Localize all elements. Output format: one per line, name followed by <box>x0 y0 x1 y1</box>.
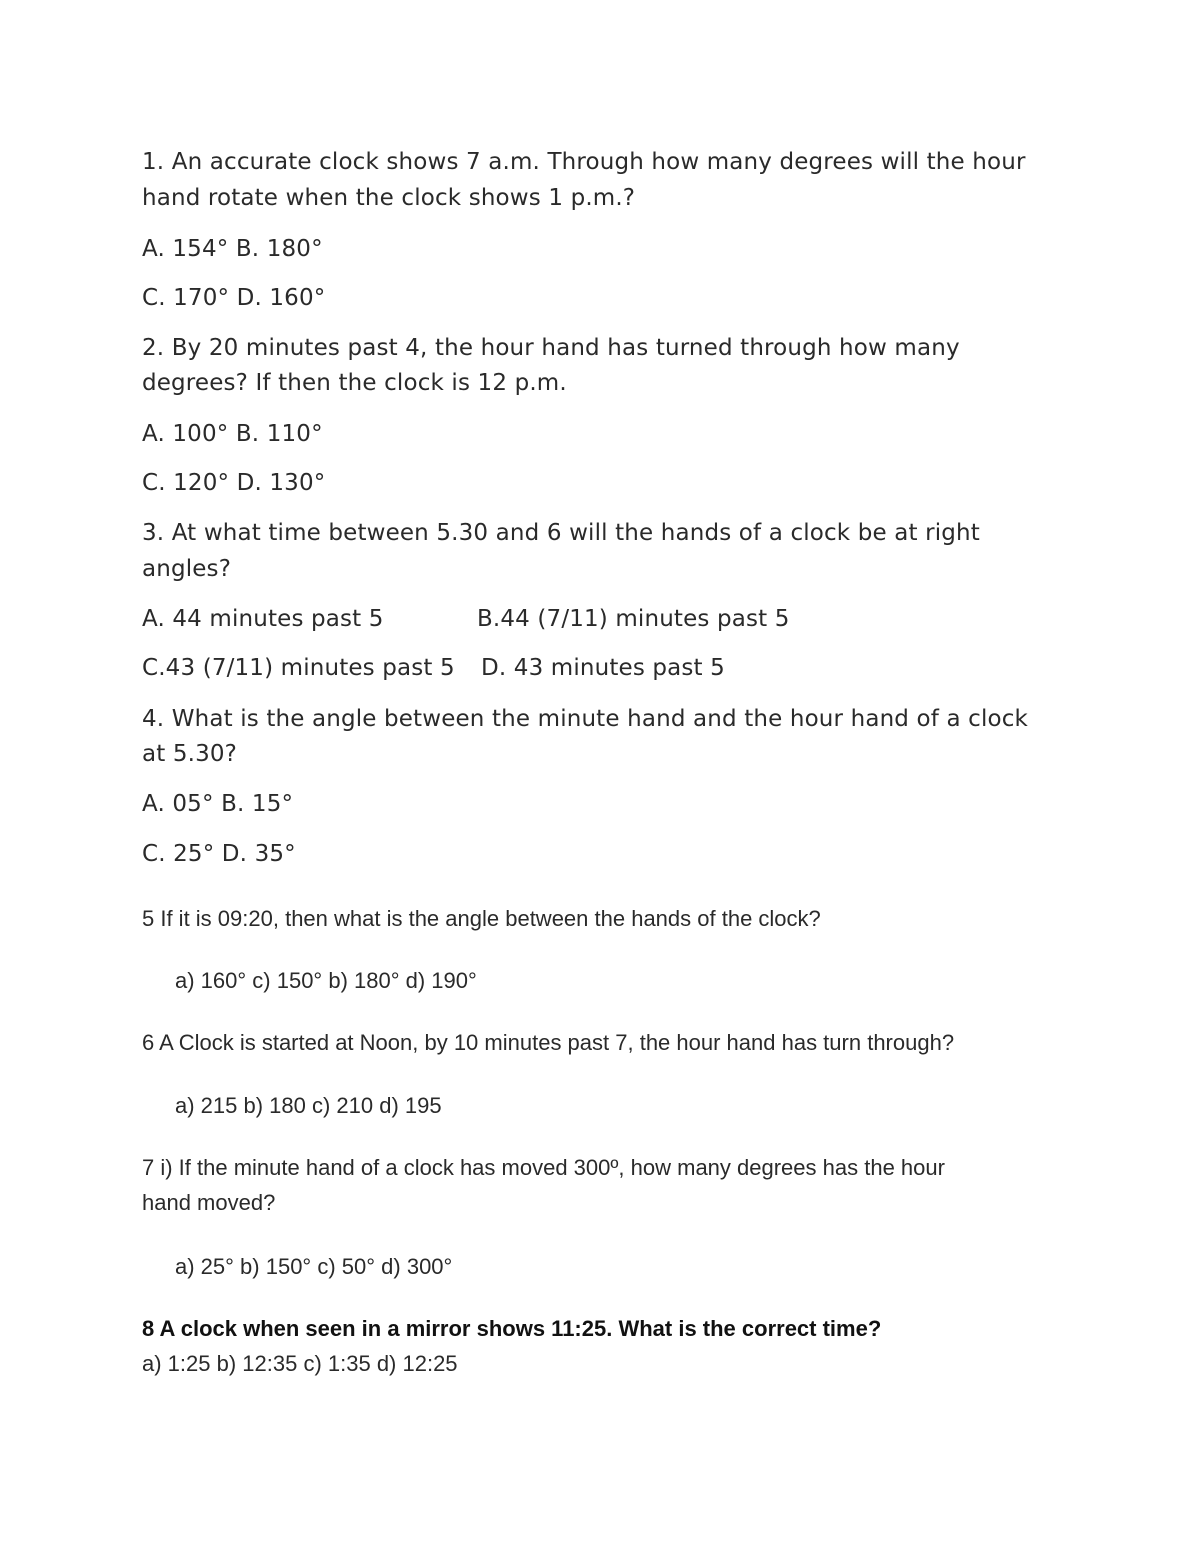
question-3-line-1: 3. At what time between 5.30 and 6 will the hands of a clock be at right <box>142 520 980 546</box>
question-6-line-1: 6 A Clock is started at Noon, by 10 minutes past 7, the hour hand has turn through? <box>142 1030 955 1055</box>
question-2-options-row-2: C. 120° D. 130° <box>142 470 326 496</box>
question-2-options-row-1: A. 100° B. 110° <box>142 421 323 447</box>
question-1-options-row-2: C. 170° D. 160° <box>142 285 326 311</box>
question-8-options: a) 1:25 b) 12:35 c) 1:35 d) 12:25 <box>142 1351 458 1376</box>
question-3-option-d: D. 43 minutes past 5 <box>481 655 725 681</box>
question-7-line-2: hand moved? <box>142 1190 276 1215</box>
question-8-line-1: 8 A clock when seen in a mirror shows 11:25. What is the correct time? <box>142 1316 882 1341</box>
question-4-line-1: 4. What is the angle between the minute hand and the hour hand of a clock <box>142 706 1028 732</box>
question-1-line-1: 1. An accurate clock shows 7 a.m. Through how many degrees will the hour <box>142 149 1026 175</box>
question-3-option-a: A. 44 minutes past 5 <box>142 606 384 632</box>
question-2-line-2: degrees? If then the clock is 12 p.m. <box>142 370 567 396</box>
question-3-option-c: C.43 (7/11) minutes past 5 <box>142 655 455 681</box>
question-6-options: a) 215 b) 180 c) 210 d) 195 <box>175 1093 442 1118</box>
question-4-options-row-1: A. 05° B. 15° <box>142 791 294 817</box>
question-3-option-b: B.44 (7/11) minutes past 5 <box>477 606 790 632</box>
question-2-line-1: 2. By 20 minutes past 4, the hour hand has turned through how many <box>142 335 960 361</box>
question-5-options: a) 160° c) 150° b) 180° d) 190° <box>175 968 477 993</box>
question-7-line-1: 7 i) If the minute hand of a clock has moved 300º, how many degrees has the hour <box>142 1155 945 1180</box>
question-7-options: a) 25° b) 150° c) 50° d) 300° <box>175 1254 453 1279</box>
question-1-options-row-1: A. 154° B. 180° <box>142 236 323 262</box>
question-4-line-2: at 5.30? <box>142 741 238 767</box>
question-3-line-2: angles? <box>142 556 232 582</box>
question-1-line-2: hand rotate when the clock shows 1 p.m.? <box>142 185 636 211</box>
question-5-line-1: 5 If it is 09:20, then what is the angle between the hands of the clock? <box>142 906 821 931</box>
question-4-options-row-2: C. 25° D. 35° <box>142 841 296 867</box>
